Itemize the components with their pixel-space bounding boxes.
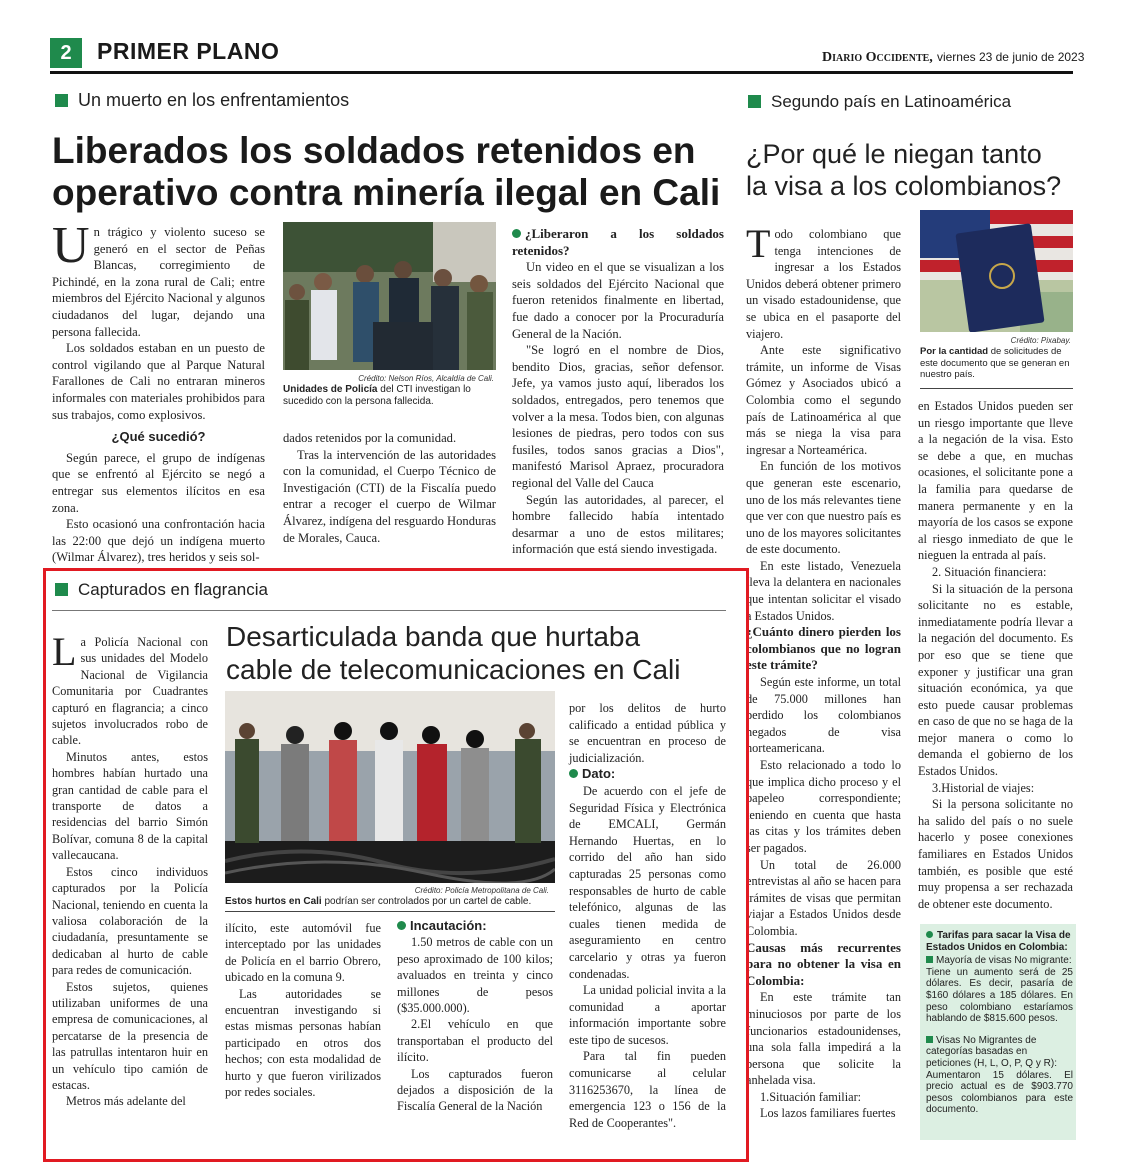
arrest-photo [225,691,555,883]
subhead: ¿Liberaron a los soldados retenidos? [512,226,724,258]
bottom-kicker-rule [52,610,726,611]
bottom-column-4: por los delitos de hurto calificado a entidad pública y se encuentran en proceso de judicialización. Dato: De acuerdo con el jefe de Seguridad Física y Electrónica de EMCALI, Germán Hernando Huertas, en lo corrido del año han sido capturadas 25 personas como responsables de hurto de cable telefónico, algunas de las cuales tienen medida de aseguramiento en centro carcelario y otras ya fueron condenadas. La unidad policial invita a la comunidad a aportar información importante sobre este tipo de sucesos. Para tal fin pueden comunicarse al celular 3116253670, la línea de emergencia 123 o 156 de la Red de Cooperantes". [569,701,726,1130]
left-column-3: ¿Liberaron a los soldados retenidos? Un video en el que se visualizan a los seis soldados del Ejército Nacional que fueron retenidos finalmente en libertad, fue dado a conocer por la Procuraduría General de la Nación. "Se logró en el nombre de Dios, bendito Dios, gracias, señor defensor. Jefe, ya vamos justo aquí, liberados los soldados, entregados, pero tenemos que volver a la mesa. Todos bien, con algunas lesiones de piedras, pero todos con sus fusiles, todos sanos gracias a Dios", manifestó Marisol Apraez, procuradora regional del Valle del Cauca Según las autoridades, al parecer, el hombre fallecido había intentado desarmar a uno de estos militares; información que está siendo investigada. [512,226,724,557]
dropcap: L [52,629,77,674]
kicker-square-icon [55,583,68,596]
bottom-kicker: Capturados en flagrancia [55,580,268,600]
masthead-line [822,50,1084,66]
bullet-icon [926,931,933,938]
right-headline: ¿Por qué le niegan tanto la visa a los colombianos? [746,139,1062,201]
right-column-2: en Estados Unidos pueden ser un riesgo importante que lleve a la negación de la visa. Esto se debe a que, en muchas ocasiones, el solicitante pone a la familia para quedarse de manera permanente y en la mayoría de los casos se expone al riesgo inmediato de que le nieguen la entrada al país. 2. Situación financiera: Si la situación de la persona solicitante no es estable, inmediatamente podría llevar a la negación del documento. Es por eso que se tiene que exponer y justificar una gran situación económica, ya que esto puede causar problemas en caso de que no se haga de la mejor manera o como lo demanda el gobierno de los Estados Unidos. 3.Historial de viajes: Si la persona solicitante no ha salido del país o no suele hacerlo y posee conexiones familiares en Estados Unidos también, es posible que esté muy propensa a ser rechazada de obtener este documento. [918,399,1073,911]
bullet-icon [569,769,578,778]
square-bullet-icon [926,1036,933,1043]
square-bullet-icon [926,956,933,963]
kicker-square-icon [748,95,761,108]
visa-fees-box: Tarifas para sacar la Visa de Estados Unidos en Colombia: Mayoría de visas No migrante: Tiene un aumento será de 25 dólares. Es decir, pasaría de $160 dólares a 185 dólares. En peso colombiano estaríamos hablando de $815.600 pesos. Visas No Migrantes de categorías basadas en peticiones (H, L, O, P, Q y R): Aumentaron 15 dólares. El precio actual es de $903.770 pesos colombianos para este documento. [920,924,1076,1140]
left-column-2: dados retenidos por la comunidad. Tras la intervención de las autoridades con la comunidad, el Cuerpo Técnico de Investigación (CTI) de la Fiscalía puedo entrar a recoger el cuerpo de Wilmar Álvarez, indígena del resguardo Honduras de Morales, Cauca. [283,431,496,545]
arrest-photo-caption: Estos hurtos en Cali podrían ser controlados por un cartel de cable. [225,896,532,907]
box-item-text: Tiene un aumento será de 25 dólares. Es decir, pasaría de $160 dólares a 185 dólares. En peso colombiano estaríamos hablando de $815.600 pesos. [926,966,1073,1025]
box-title: Tarifas para sacar la Visa de Estados Unidos en Colombia: [926,930,1071,953]
subhead: Causas más recurrentes para no obtener la visa en Colombia: [746,939,901,988]
passport-photo-credit: Crédito: Pixabay. [1010,336,1071,345]
bottom-headline: Desarticulada banda que hurtaba cable de telecomunicaciones en Cali [226,621,681,685]
subhead: ¿Cuánto dinero pierden los colombianos que no logran este trámite? [746,624,901,673]
right-column-1: T odo colombiano que tenga intenciones de ingresar a los Estados Unidos deberá obtener primero un visado estadounidense, que se ubica en el pasaporte del viajero. Ante este significativo trámite, un informe de Visas Gómez y Asociados ubicó a Colombia como el segundo país de Latinoamérica al que más se niega la visa para ingresar a Norteamérica. En función de los motivos que generan este escenario, uno de los más relevantes tiene que ver con que nuestro país es uno de los mayores solicitantes de este documento. En este listado, Venezuela lleva la delantera en nacionales que intentan solicitar el visado a Estados Unidos. ¿Cuánto dinero pierden los colombianos que no logran este trámite? Según este informe, un total de 75.000 millones han perdido los colombianos negados de visa norteamericana. Esto relacionado a todo lo que implica dicho proceso y el papeleo correspondiente; teniendo en cuenta que hasta las citas y los trámites deben ser pagados. Un total de 26.000 entrevistas al año se hacen para trámites de visas que permitan viajar a Estados Unidos desde Colombia. Causas más recurrentes para no obtener la visa en Colombia: En este trámite tan minuciosos por parte de los funcionarios estadounidenses, una sola falla impedirá a la persona que solicite la anhelada visa. 1.Situación familiar: Los lazos familiares fuertes [746,221,901,1121]
right-kicker: Segundo país en Latinoamérica [748,92,1011,112]
section-title: PRIMER PLANO [97,38,280,64]
kicker-square-icon [55,94,68,107]
passport-photo [920,210,1073,332]
paper-name: Diario Occidente, [822,50,933,65]
header-rule [50,71,1073,74]
left-kicker: Un muerto en los enfrentamientos [55,90,349,111]
police-photo-caption: Unidades de Policía del CTI investigan lo sucedido con la persona fallecida. [283,384,471,407]
arrest-photo-credit: Crédito: Policía Metropolitana de Cali. [414,886,549,895]
page-number-badge: 2 [50,38,82,68]
caption-rule [920,388,1073,389]
subhead: ¿Qué sucedió? [111,429,206,445]
bullet-icon [397,921,406,930]
bottom-column-2: ilícito, este automóvil fue interceptado por las unidades de Policía en el barrio Obrero, ubicado en la comuna 9. Las autoridades se encuentran investigando si estas mismas personas habían participado en otros dos hechos; con esta modalidad de hurto y que fueron virilizados por redes sociales. [225,921,381,1100]
passport-photo-caption: Por la cantidad de solicitudes de este documento que se generan en nuestro país. [920,346,1070,380]
subhead: Incautación: [397,918,553,934]
police-photo [283,222,496,370]
left-headline: Liberados los soldados retenidos en operativo contra minería ilegal en Cali [52,130,721,213]
issue-date: viernes 23 de junio de 2023 [936,50,1085,64]
box-item-text: Aumentaron 15 dólares. El precio actual es de $903.770 pesos colombianos para este documento. [926,1069,1073,1116]
police-photo-credit: Crédito: Nelson Ríos, Alcaldía de Cali. [358,374,494,383]
subhead: Dato: [569,766,726,783]
caption-rule [225,911,555,912]
left-column-1: U n trágico y violento suceso se generó en el sector de Peñas Blancas, corregimiento de Pichindé, en la zona rural de Cali; entre miembros del Ejército Nacional y algunos ciudadanos del lugar, dejando una persona fallecida. Los soldados estaban en un puesto de control vigilando que al Parque Natural Farallones de Cali no entraran mineros informales con materiales prohibidos para sus trabajos, como explosivos. ¿Qué sucedió? Según parece, el grupo de indígenas que se enfrentó al Ejército se negó a entregar sus elementos ilícitos en esa zona. Esto ocasionó una confrontación hacia las 22:00 que dejó un indígena muerto (Wilmar Álvarez), tres heridos y seis sol- [52,217,265,565]
dropcap: T [746,221,771,266]
bottom-column-3: Incautación: 1.50 metros de cable con un peso aproximado de 100 kilos; avaluados en treinta y cinco millones de pesos ($35.000.000). 2.El vehículo en que transportaban el producto del ilícito. Los capturados fueron dejados a disposición de la Fiscalía General de la Nación [397,918,553,1114]
dropcap: U [52,217,90,274]
bottom-column-1: L a Policía Nacional con sus unidades del Modelo Nacional de Vigilancia Comunitaria por Cuadrantes capturó en flagrancia; a cinco sujetos involucrados robo de cable. Minutos antes, estos hombres habían hurtado una gran cantidad de cable para el transporte de datos a residencias del barrio Simón Bolívar, comuna 8 de la capital vallecaucana. Estos cinco individuos capturados por la Policía Nacional, teniendo en cuenta la valiosa colaboración de la ciudadanía, presuntamente se dedicaban al hurto de cable para redes de comunicación. Estos sujetos, quienes utilizaban uniformes de una empresa de comunicaciones, al percatarse de la presencia de las patrullas intentaron huir en un vehículo tipo camión de estacas. Metros más adelante del [52,629,208,1109]
bullet-icon [512,229,521,238]
